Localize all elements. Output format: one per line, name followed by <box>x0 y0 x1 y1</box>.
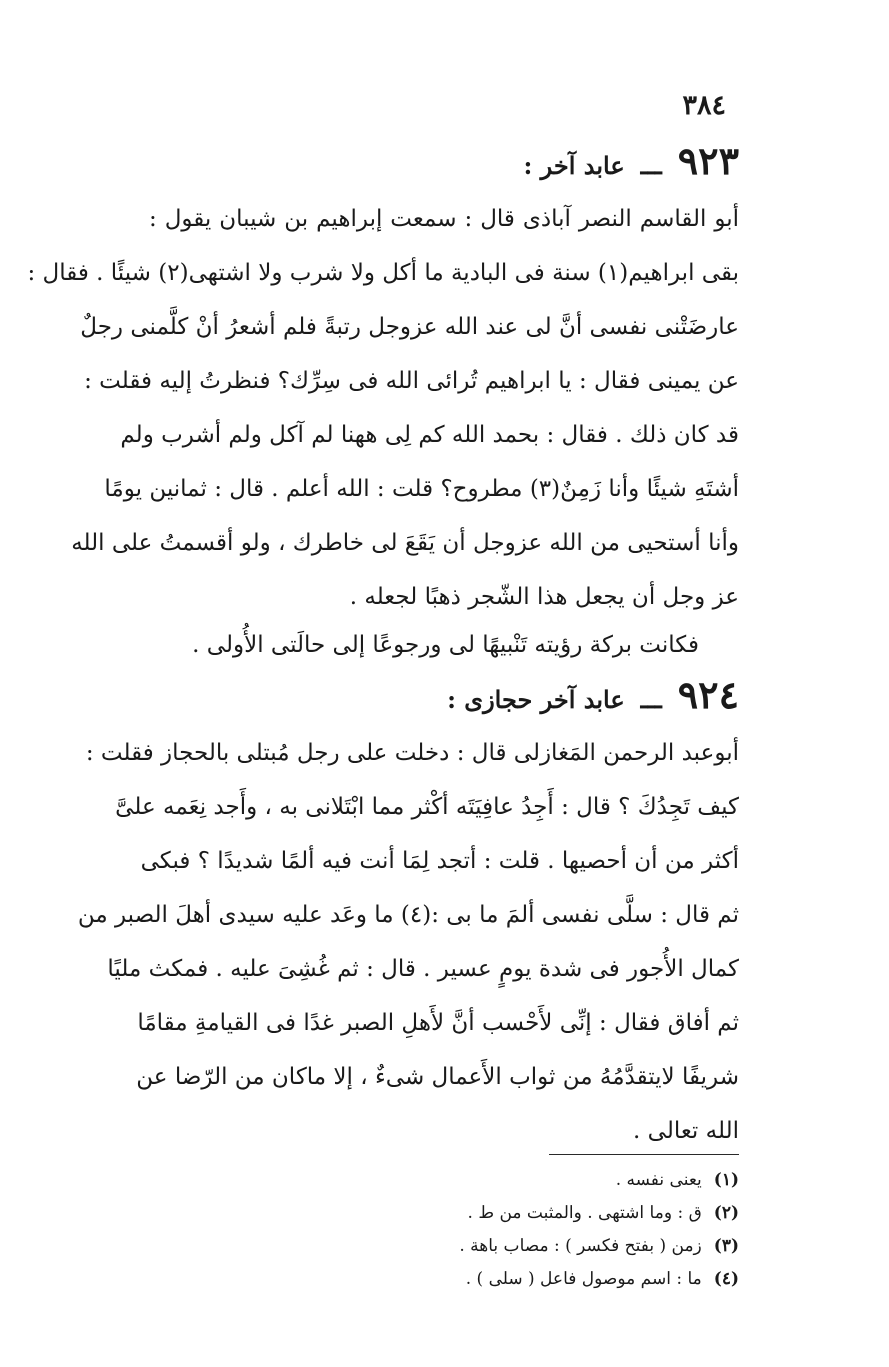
text-line: قد كان ذلك . فقال : بحمد الله كم لِى ههنا لم آكل ولم أشرب ولم <box>120 422 739 448</box>
section-923-body <box>27 192 739 624</box>
text-line: ثم أفاق فقال : إنِّى لأَحْسب أنَّ لأَهلِ الصبر غدًا فى القيامةِ مقامًا <box>137 1010 739 1036</box>
footnote <box>339 1197 739 1230</box>
footnote <box>339 1230 739 1263</box>
text-line: فكانت بركة رؤيته تَنْبيهًا لى ورجوعًا إلى حالَتى الأُولى . <box>192 632 699 658</box>
text-line: وأنا أستحيى من الله عزوجل أن يَقَعَ لى خاطرك ، ولو أقسمتُ على الله <box>71 530 739 556</box>
section-924-body <box>77 726 739 1158</box>
text-line: عز وجل أن يجعل هذا الشّجر ذهبًا لجعله . <box>349 584 739 610</box>
text-line: بقى ابراهيم(١) سنة فى البادية ما أكل ولا شرب ولا اشتهى(٢) شيئًا . فقال : <box>27 260 739 286</box>
footnotes <box>339 1164 739 1296</box>
section-number: ٩٢٣ <box>677 138 739 183</box>
footnote-text: زمن ( بفتح فكسر ) : مصاب باهة . <box>459 1236 702 1256</box>
text-line: أكثر من أن أحصيها . قلت : أتجد لِمَا أنت فيه ألمًا شديدًا ؟ فبكى <box>140 848 739 874</box>
text-line: ثم قال : سلَّى نفسى ألمَ ما بى :(٤) ما وعَد عليه سيدى أهلَ الصبر من <box>77 902 739 928</box>
text-line: أشتَهِ شيئًا وأنا زَمِنٌ(٣) مطروح؟ قلت : الله أعلم . قال : ثمانين يومًا <box>104 476 739 502</box>
text-line: شريفًا لايتقدَّمُهُ من ثواب الأَعمال شىءٌ ، إلا ماكان من الرّضا عن <box>136 1064 739 1090</box>
footnote-number: (٢) <box>713 1203 739 1223</box>
footnote-divider <box>549 1154 739 1155</box>
footnote-number: (٣) <box>713 1236 739 1256</box>
footnote-number: (١) <box>713 1170 739 1190</box>
section-heading-924 <box>447 672 739 717</box>
page-number: ٣٨٤ <box>682 90 726 121</box>
section-923-closing <box>149 618 739 672</box>
text-line: كيف تَجِدُكَ ؟ قال : أَجِدُ عافِيَتَه أكْثر مما ابْتَلانى به ، وأَجد نِعَمه علىَّ <box>115 794 739 820</box>
section-heading-923 <box>523 138 739 183</box>
footnote-text: يعنى نفسه . <box>615 1170 702 1190</box>
footnote-text: ق : وما اشتهى . والمثبت من ط . <box>467 1203 702 1223</box>
section-title: عابد آخر حجازى : <box>447 685 625 714</box>
footnote-number: (٤) <box>713 1269 739 1289</box>
section-number: ٩٢٤ <box>677 672 739 717</box>
text-line: عن يمينى فقال : يا ابراهيم تُرائى الله فى سِرِّك؟ فنظرتُ إليه فقلت : <box>84 368 739 394</box>
text-line: أبوعبد الرحمن المَغازلى قال : دخلت على رجل مُبتلى بالحجاز فقلت : <box>85 740 739 766</box>
section-dash: ـــ <box>640 151 662 180</box>
text-line: كمال الأُجور فى شدة يومٍ عسير . قال : ثم غُشِىَ عليه . فمكث مليًا <box>107 956 739 982</box>
footnote <box>339 1164 739 1197</box>
text-line: أبو القاسم النصر آباذى قال : سمعت إبراهيم بن شيبان يقول : <box>149 206 739 232</box>
footnote-text: ما : اسم موصول فاعل ( سلى ) . <box>465 1269 702 1289</box>
text-line: عارضَتْنى نفسى أنَّ لى عند الله عزوجل رتبةً فلم أشعرُ أنْ كلَّمنى رجلٌ <box>80 314 739 340</box>
footnote <box>339 1263 739 1296</box>
text-line: الله تعالى . <box>633 1118 739 1144</box>
section-dash: ـــ <box>640 685 662 714</box>
section-title: عابد آخر : <box>523 151 625 180</box>
